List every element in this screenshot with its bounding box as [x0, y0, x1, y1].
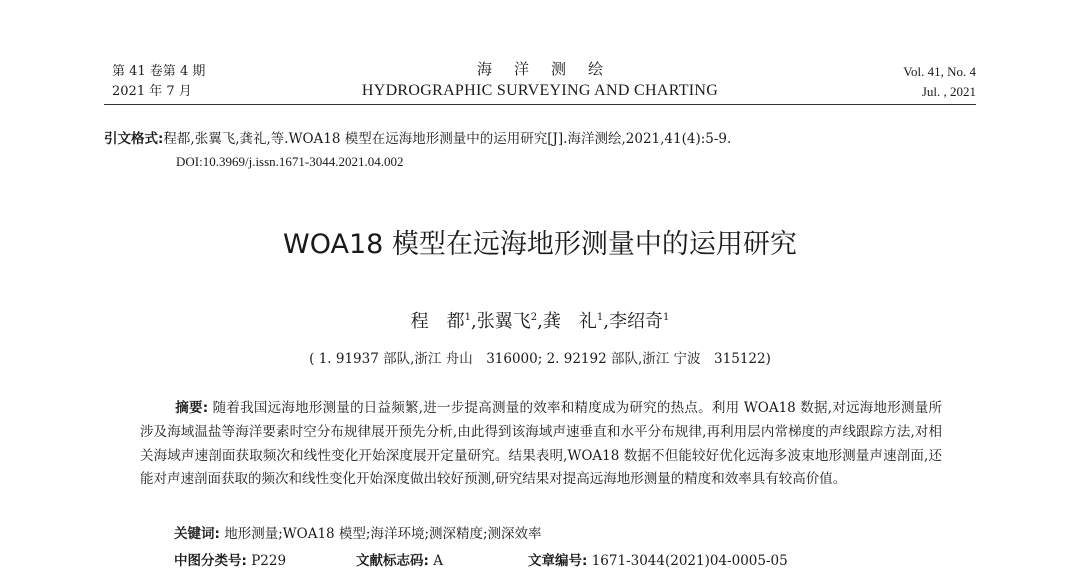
clc-label: 中图分类号:	[174, 553, 247, 569]
citation-label: 引文格式:	[104, 131, 164, 147]
doc-code-cell	[356, 550, 528, 572]
author-affil-sup: 2	[530, 312, 538, 323]
article-number-value: 1671-3044(2021)04-0005-05	[587, 553, 788, 569]
paper-title: WOA18 模型在远海地形测量中的运用研究	[283, 229, 797, 260]
author-affil-sup: 1	[596, 312, 604, 323]
classification-line	[174, 550, 974, 572]
author-affil-sup: 1	[662, 312, 670, 323]
doc-code-value: A	[428, 553, 443, 569]
article-number-label: 文章编号:	[528, 553, 588, 569]
header-volume-en: Vol. 41, No. 4	[903, 64, 976, 79]
author-name: 程 都	[410, 311, 465, 332]
abstract-text: 随着我国远海地形测量的日益频繁,进一步提高测量的效率和精度成为研究的热点。利用 WOA18 数据,对远海地形测量所涉及海域温盐等海洋要素时空分布规律展开预先分析,由此得到该海域声速垂直和水平分布规律,再利用层内常梯度的声线跟踪方法,对相关海域声速剖面获取频次和线性变化开始深度展开定量研究。结果表明,WOA18 数据不但能较好优化远海多波束地形测量声速剖面,还能对声速剖面获取的频次和线性变化开始深度做出较好预测,研究结果对提高远海地形测量的精度和效率具有较高价值。	[140, 400, 942, 488]
citation-line	[104, 127, 731, 151]
journal-name-cn: 海洋测绘	[476, 60, 625, 78]
header-rule	[104, 104, 976, 105]
author-name: 张翼飞	[476, 311, 531, 332]
doc-code-label: 文献标志码:	[356, 553, 429, 569]
abstract-label: 摘要:	[175, 400, 209, 416]
author-name: 李绍奇	[608, 311, 663, 332]
citation-text: 程都,张翼飞,龚礼,等.WOA18 模型在远海地形测量中的运用研究[J].海洋测绘,2021,41(4):5-9.	[163, 131, 732, 147]
keywords-text: 地形测量;WOA18 模型;海洋环境;测深精度;测深效率	[219, 526, 542, 542]
clc-value: P229	[246, 553, 287, 569]
header-date-en: Jul. , 2021	[921, 84, 976, 99]
author-list: 程 都$^1$,张翼飞$^2$,龚 礼$^1$,李绍奇$^1$	[410, 311, 670, 332]
article-number-cell	[528, 550, 788, 572]
author-affil-sup: 1	[464, 312, 472, 323]
doi-line[interactable]: DOI:10.3969/j.issn.1671-3044.2021.04.002	[176, 154, 404, 169]
affiliation-line: ( 1. 91937 部队,浙江 舟山 316000; 2. 92192 部队,浙江 宁波 315122)	[309, 351, 771, 367]
author-name: 龚 礼	[542, 311, 597, 332]
keywords-label: 关键词:	[174, 526, 220, 542]
abstract-block	[140, 397, 942, 492]
header-volume-cn: 第 41 卷第 4 期	[112, 64, 206, 79]
header-volume-en-block	[903, 62, 976, 102]
header-date-cn: 2021 年 7 月	[112, 84, 192, 99]
clc-cell	[174, 550, 356, 572]
journal-name-en: HYDROGRAPHIC SURVEYING AND CHARTING	[361, 82, 719, 99]
keywords-line	[174, 523, 542, 545]
